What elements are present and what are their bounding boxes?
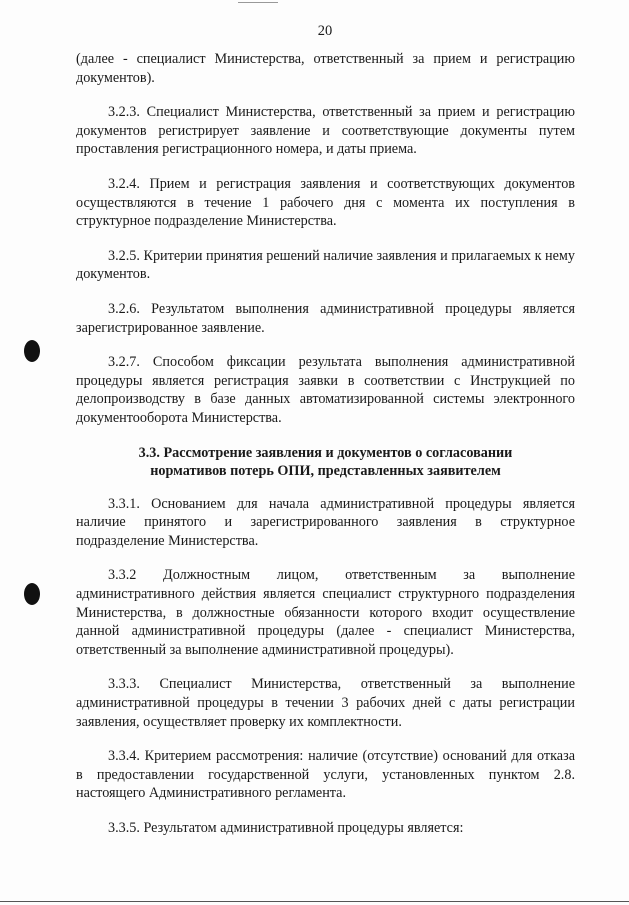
page-number: 20	[317, 23, 333, 39]
paragraph: 3.2.5. Критерии принятия решений наличие заявления и прилагаемых к нему документов.	[76, 247, 575, 283]
punch-hole	[24, 340, 40, 362]
page-bottom-edge	[0, 901, 629, 902]
paragraph: 3.3.2 Должностным лицом, ответственным за выполнение административного действия является специалист структурного подразделения Министерства, в должностные обязанности которого входит осуществление данной административной процедуры (далее - специалист Министерства, ответственный за выполнение административной процедуры).	[76, 567, 575, 658]
paragraph: 3.3.1. Основанием для начала административной процедуры является наличие принятого и зарегистрированного заявления в структурное подразделение Министерства.	[76, 495, 575, 549]
paragraph: 3.3.3. Специалист Министерства, ответственный за выполнение административной процедуры в течении 3 рабочих дней с даты регистрации заявления, осуществляет проверку их комплектности.	[76, 676, 575, 730]
punch-hole	[24, 583, 40, 605]
section-heading-line: 3.3. Рассмотрение заявления и документов о согласовании	[138, 444, 513, 461]
paragraph: 3.2.7. Способом фиксации результата выполнения административной процедуры является регистрация заявки в соответствии с Инструкцией по делопроизводству в базе данных автоматизированной системы электронного документооборота Министерства.	[76, 354, 575, 426]
paragraph: 3.2.4. Прием и регистрация заявления и соответствующих документов осуществляются в течение 1 рабочего дня с момента их поступления в структурное подразделение Министерства.	[76, 175, 575, 230]
paragraph: (далее - специалист Министерства, ответственный за прием и регистрацию документов).	[76, 51, 575, 86]
paragraph: 3.3.5. Результатом административной процедуры является:	[108, 820, 464, 836]
section-heading	[76, 444, 575, 481]
scan-artifact	[238, 2, 278, 3]
paragraph: 3.3.4. Критерием рассмотрения: наличие (отсутствие) оснований для отказа в предоставлении государственной услуги, установленных пунктом 2.8. настоящего Административного регламента.	[76, 748, 575, 802]
paragraph: 3.2.3. Специалист Министерства, ответственный за прием и регистрацию документов регистрирует заявление и соответствующие документы путем проставления регистрационного номера, и даты приема.	[76, 104, 575, 158]
document-body	[76, 50, 575, 854]
section-heading-line: нормативов потерь ОПИ, представленных заявителем	[150, 463, 501, 480]
paragraph: 3.2.6. Результатом выполнения административной процедуры является зарегистрированное заявление.	[76, 300, 575, 336]
